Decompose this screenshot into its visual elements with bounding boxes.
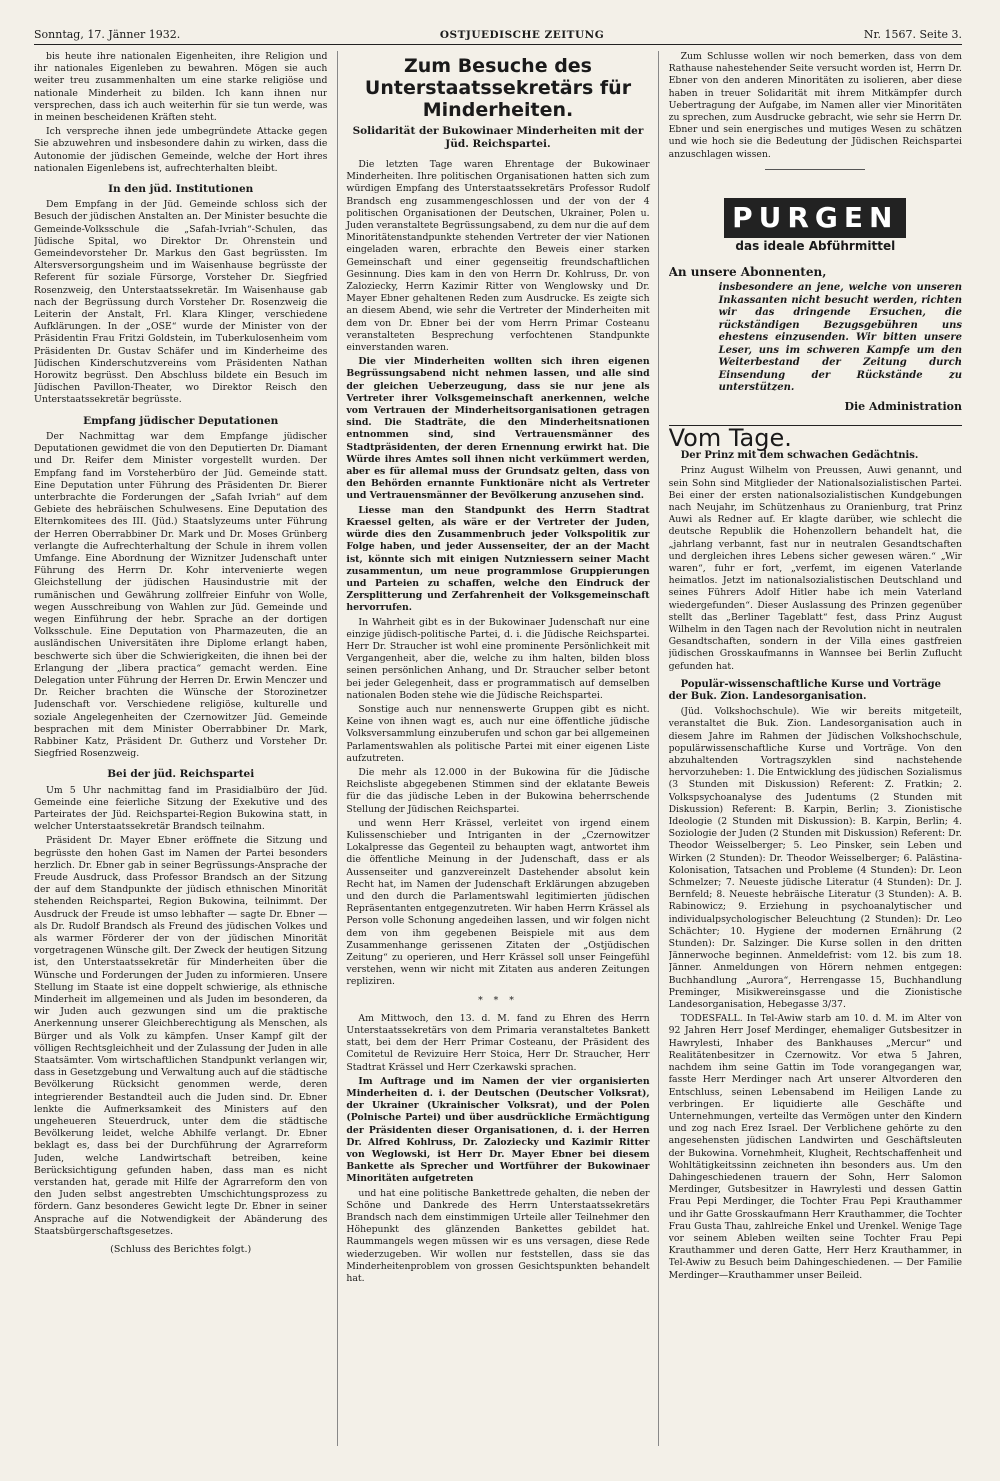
- col2-para-5: Sonstige auch nur nennenswerte Gruppen gibt es nicht. Keine von ihnen wagt es, auch nur eine öffentliche jüdische Volksversammlung einzuberufen und schon gar bei allgemeinen Parlamentswahlen als politische Partei mit einer eigenen Liste aufzutreten.: [346, 703, 650, 764]
- divider: [765, 169, 865, 170]
- col2-para-7: und wenn Herr Krässel, verleitet von irgend einem Kulissenschieber und Intriganten in der „Czernowitzer Lokalpresse das Gegenteil zu behaupten wagt, antwortet ihm die öffentliche Meinung in der Judenschaft, dass er als Aussenseiter und ganzvereinzelt Dastehender absolut kein Recht hat, im Namen der Judenschaft Erklärungen abzugeben und den durch die Parlamentswahl legitimierten jüdischen Repräsentanten entgegenzutreten. Wir haben Herrn Krässel als Person volle Schonung angedeihen lassen, und wir folgen nicht dem von ihm gegebenen Beispiele mit aus dem Zusammenhange gerissenen Zitaten der „Ostjüdischen Zeitung“ zu operieren, und Herr Krässel soll unser Feingefühl verstehen, wenn wir nicht mit Zitaten aus anderen Zeitungen repliziren.: [346, 817, 650, 988]
- subscriber-notice-body: insbesondere an jene, welche von unseren Inkassanten nicht besucht werden, richten wir das dringende Ersuchen, die rückständigen Bezugsgebühren uns ehestens einzusenden. Wir bitten unsere Leser, uns im schweren Kampfe um den Weiterbestand der Zeitung durch Einsendung der Rückstände zu unterstützen.: [718, 282, 962, 394]
- notice-signature: Die Administration: [844, 399, 962, 413]
- section-separator: * * *: [478, 994, 518, 1006]
- col1-intro-2: Ich verspreche ihnen jede umbegründete Attacke gegen Sie abzuwehren und insbesondere dahin zu wirken, dass die Autonomie der jüdischen Gemeinde, welche der Hort ihres nationalen Eigenlebens ist, aufrechterhalten bleibt.: [34, 126, 328, 174]
- heading-deputationen: Empfang jüdischer Deputationen: [83, 414, 279, 427]
- col2-para-3: Liesse man den Standpunkt des Herrn Stadtrat Kraessel gelten, als wäre er der Vertreter der Juden, würde dies den Zusammenbruch jeder Volkspolitik zur Folge haben, und jeder Aussenseiter, der an der Macht ist, könnte sich mit einigen Nutzniessern seiner Macht zusammentun, um neue programmlose Gruppierungen und Parteien zu schaffen, welche den Eindruck der Zersplitterung und Zerfahrenheit der Volksgemeinschaft hervorrufen.: [346, 504, 650, 614]
- col3-kurse: (Jüd. Volkshochschule). Wie wir bereits mitgeteilt, veranstaltet die Buk. Zion. Landesorganisation auch in diesem Jahre im Rahmen der Jüdischen Volkshochschule, populärwissenschaftliche Kurse und Vorträge. Von den abzuhaltenden Vortragszyklen sind nachstehende hervorzuheben: 1. Die Entwicklung des jüdischen Sozialismus (3 Stunden mit Diskussion) Referent: Z. Fratkin; 2. Volkspsychoanalyse des Judentums (2 Stunden mit Diskussion) Referent: B. Karpin, Berlin; 3. Zionistische Ideologie (2 Stunden mit Diskussion): B. Karpin, Berlin; 4. Soziologie der Juden (2 Stunden mit Diskussion) Referent: Dr. Theodor Weisselberger; 5. Leo Pinsker, sein Leben und Wirken (2 Stunden): Dr. Theodor Weisselberger; 6. Palästina-Kolonisation, Tatsachen und Probleme (4 Stunden): Dr. Leon Schmelzer; 7. Neueste jüdische Literatur (4 Stunden): Dr. J. Bernfeld; 8. Neueste hebräische Literatur (3 Stunden): A. B. Rabinowicz; 9. Erziehung in psychoanalytischer und individualpsychologischer Beleuchtung (2 Stunden): Dr. Leo Schächter; 10. Hygiene der modernen Ernährung (2 Stunden): Dr. Salzinger. Die Kurse sollen in den dritten Jännerwoche beginnen. Anmeldefrist: vom 12. bis zum 18. Jänner. Anmeldungen von Hörern nehmen entgegen: Buchhandlung „Aurora“, Herrengasse 15, Buchhandlung Preminger, Misikwereinsgasse und die Zionistische Landesorganisation, Hebegasse 3/37.: [668, 706, 962, 1011]
- col3-prinz: Prinz August Wilhelm von Preussen, Auwi genannt, und sein Sohn sind Mitglieder der Nationalsozialistischen Partei. Bei einer der ersten nationalsozialistischen Kundgebungen nach Neujahr, im Schützenhaus zu Oranienburg, trat Prinz Auwi als Redner auf. Er klagte darüber, wie schlecht die deutsche Republik die Hohenzollern behandelt hat, die „jahrlang verbannt, fast nur in neutralen Gesandtschaften und dergleichen ihres Lebens sicher gewesen wären.“ „Wir waren“, fuhr er fort, „verfemt, im eigenen Vaterlande heimatlos. Jetzt im nationalsozialistischen Deutschland und seines Führers Adolf Hitler habe ich mein Vaterland wiedergefunden“. Dieser Auslassung des Prinzen gegenüber stellt das „Berliner Tageblatt“ fest, dass Prinz August Wilhelm in den Tagen nach der Revolution nicht in neutralen Gesandtschaften, sondern in der Villa eines gastfreien jüdischen Grosskaufmanns in Wannsee bei Berlin Zuflucht gefunden hat.: [668, 465, 962, 672]
- header-date: Sonntag, 17. Jänner 1932.: [34, 28, 181, 41]
- heading-reichspartei: Bei der jüd. Reichspartei: [107, 768, 255, 781]
- heading-institutionen: In den jüd. Institutionen: [108, 183, 254, 196]
- continuation-note: (Schluss des Berichtes folgt.): [110, 1244, 252, 1256]
- col2-para-8: Am Mittwoch, den 13. d. M. fand zu Ehren des Herrn Unterstaatssekretärs von dem Primaria veranstaltetes Bankett statt, bei dem der Herr Primar Costeanu, der Präsident des Comitetul de Revizuire Herr Stoica, Herr Dr. Straucher, Herr Stadtrat Krässel und Herr Czerkawski sprachen.: [346, 1012, 650, 1073]
- col2-para-6: Die mehr als 12.000 in der Bukowina für die Jüdische Reichsliste abgegebenen Stimmen sind der eklatante Beweis für die das jüdische Leben in der Bukowina beherrschende Stellung der Jüdischen Reichspartei.: [346, 766, 650, 815]
- col1-reichspartei-1: Um 5 Uhr nachmittag fand im Prasidialbüro der Jüd. Gemeinde eine feierliche Sitzung der Exekutive und des Parteirates der Jüd. Reichspartei-Region Bukowina statt, in welcher Unterstaatssekretär Brandsch teilnahm.: [34, 784, 328, 833]
- col2-para-2: Die vier Minderheiten wollten sich ihren eigenen Begrüssungsabend nicht nehmen lassen, und alle sind der gleichen Ueberzeugung, dass sie nur jene als Vertreter ihrer Volksgemeinschaft anerkennen, welche vom Vertrauen der Minderheitsorganisationen getragen sind. Die Stadträte, die den Minderheitsnationen entnommen sind, sind Vertrauensmänner des Stadtpräsidenten, der deren Ernennung erwirkt hat. Die Würde ihres Amtes soll ihnen nicht verkümmert werden, aber es für allemal muss der Grundsatz gelten, dass von den Behörden ernannte Funktionäre nicht als Vertreter und Vertrauensmänner der Bevölkerung anzusehen sind.: [346, 356, 650, 502]
- header-masthead: OSTJUEDISCHE ZEITUNG: [439, 29, 605, 41]
- col3-todesfall: TODESFALL. In Tel-Awiw starb am 10. d. M. im Alter von 92 Jahren Herr Josef Merdinger, ehemaliger Gutsbesitzer in Hawrylesti, Inhaber des Bankhauses „Mercur“ und Realitätenbesitzer in Czernowitz. Vor etwa 5 Jahren, nachdem ihm seine Gattin im Tode vorangegangen war, fasste Herr Merdinger nach Art unserer Altvorderen den Entschluss, seinen Lebensabend im Heiligen Lande zu verbringen. Er liquidierte alle Geschäfte und Unternehmungen, verteilte das Vermögen unter den Kindern und zog nach Erez Israel. Der Verblichene gehörte zu den angesehensten jüdischen Landwirten und Geschäftsleuten der Bukowina. Vornehmheit, Klugheit, Rechtschaffenheit und Wohltätigkeitssinn zeichneten ihn besonders aus. Um den Dahingeschiedenen trauern der Sohn, Herr Salomon Merdinger, Gutsbesitzer in Hawrylesti und dessen Gattin Frau Pepi Merdinger, die Tochter Frau Pepi Krauthammer und ihr Gatte Grosskaufmann Herr Krauthammer, die Tochter Frau Gusta Thau, zahlreiche Enkel und Urenkel. Wenige Tage vor seinem Ableben weilten seine Tochter Frau Pepi Krauthammer und deren Gatte, Herr Herz Krauthammer, in Tel-Awiw zu Besuch beim Dahingeschiedenen. — Der Familie Merdinger—Krauthammer unser Beileid.: [668, 1013, 962, 1281]
- column-middle: [337, 51, 658, 1446]
- purgen-ad-logo: PURGEN: [724, 198, 906, 238]
- col1-institutionen: Dem Empfang in der Jüd. Gemeinde schloss sich der Besuch der jüdischen Anstalten an. Der Minister besuchte die Gemeinde-Volksschule die „Safah-Ivriah“-Schulen, das Jüdische Spital, wo Direktor Dr. Ohrenstein und Gemeindevorsteher Dr. Markus den Gast begrüssten. Im Altersversorgungsheim und im Waisenhause begrüsste der Referent für soziale Fürsorge, Vorsteher Dr. Siegfried Rosenzweig, den Unterstaatssekretär. Im Waisenhause gab nach der Begrüssung durch Vorsteher Dr. Rosenzweig die Leiterin der Anstalt, Frl. Klara Klinger, verschiedene Aufklärungen. In der „OSE“ wurde der Minister von der Präsidentin Frau Fritzi Goldstein, im Tuberkulosenheim vom Präsidenten Dr. Gustav Schäfer und im Kinderheime des Jüdischen Kinderschutzvereins vom Präsidenten Nathan Horowitz begrüsst. Den Abschluss bildete ein Besuch im Jüdischen Pavillon-Theater, wo Direktor Reisch den Unterstaatssekretär begrüsste.: [34, 199, 328, 406]
- purgen-ad-tagline: das ideale Abführmittel: [735, 238, 896, 253]
- col2-para-9: Im Auftrage und im Namen der vier organisierten Minderheiten d. i. der Deutschen (Deutscher Volksrat), der Ukrainer (Ukrainischer Volksrat), und der Polen (Polnische Partei) und über ausdrückliche Ermächtigung der Präsidenten dieser Organisationen, d. i. der Herren Dr. Alfred Kohlruss, Dr. Zaloziecky und Kazimir Ritter von Weglowski, ist Herr Dr. Mayer Ebner bei diesem Bankette als Sprecher und Wortführer der Bukowinaer Minoritäten aufgetreten: [346, 1075, 650, 1185]
- col1-intro-1: bis heute ihre nationalen Eigenheiten, ihre Religion und ihr nationales Eigenleben zu bewahren. Mögen sie auch weiter treu zusammenhalten um eine starke religiöse und nationale Minderheit zu bilden. Ich kann ihnen nur versprechen, dass ich auch weiterhin für sie tun werde, was in meinen bescheidenen Kräften steht.: [34, 51, 328, 124]
- article-title: Zum Besuche des Unterstaatssekretärs für Minderheiten.: [364, 55, 632, 121]
- header-issue: Nr. 1567. Seite 3.: [863, 28, 962, 41]
- column-right: [669, 51, 962, 1446]
- subscriber-notice-title: An unsere Abonnenten,: [668, 265, 827, 280]
- col1-reichspartei-2: Präsident Dr. Mayer Ebner eröffnete die Sitzung und begrüsste den hohen Gast im Namen der Partei besonders herzlich. Dr. Ebner gab in seiner Begrüssungs-Ansprache der Freude Ausdruck, dass Professor Brandsch an der Sitzung der auf dem Standpunkte der jüdisch ethnischen Minorität stehenden Reichspartei, Region Bukowina, teilnimmt. Der Ausdruck der Freude ist umso lebhafter — sagte Dr. Ebner — als Dr. Rudolf Brandsch als Freund des jüdischen Volkes und als warmer Förderer der von der jüdischen Minorität vorgetragenen Wünsche gilt. Der Zweck der heutigen Sitzung ist, den Unterstaatssekretär für Minderheiten über die Wünsche und Forderungen der Juden zu informieren. Unsere Stellung im Staate ist eine doppelt schwierige, als ethnische Minderheit im allgemeinen und als Juden im besonderen, da wir Juden auch gezwungen sind um die praktische Anerkennung unserer Gleichberechtigung als Menschen, als Bürger und als Volk zu kämpfen. Unser Kampf gilt der völligen Rechtsgleichheit und der Zulassung der Juden in alle Staatsämter. Vom wirtschaftlichen Standpunkt verlangen wir, dass in Gesetzgebung und Verwaltung auch auf die städtische Bevölkerung Rücksicht genommen werde, deren integrierender Bestandteil auch die Juden sind. Dr. Ebner lenkte die Aufmerksamkeit des Ministers auf den ungeheueren Steuerdruck, unter dem die städtische Bevölkerung leidet, welche Abhilfe verlangt. Dr. Ebner beklagt es, dass bei der Durchführung der Agrarreform Juden, welche Landwirtschaft betreiben, keine Berücksichtigung gefunden haben, dass man es nicht verstanden hat, gerade mit Hilfe der Agrarreform den von den Juden selbst angestrebten Umschichtungsprozess zu fördern. Ganz besonderes Gewicht legte Dr. Ebner in seiner Ansprache auf die Notwendigkeit der Abänderung des Staatsbürgerschaftsgesetzes.: [34, 835, 328, 1237]
- col3-top: Zum Schlusse wollen wir noch bemerken, dass von dem Rathause nahestehender Seite versucht worden ist, Herrn Dr. Ebner von den anderen Minoritäten zu isolieren, aber diese haben in treuer Solidarität mit ihrem Mitkämpfer durch Uebertragung der Aufgabe, im Namen aller vier Minoritäten zu sprechen, zum Ausdrucke gebracht, wie sehr sie Herrn Dr. Ebner und sein energisches und mutiges Wesen zu schätzen und wie hoch sie die Bedeutung der Jüdischen Reichspartei anzuschlagen wissen.: [668, 51, 962, 160]
- vom-tage-heading: Vom Tage.: [669, 425, 962, 444]
- heading-kurse: Populär-wissenschaftliche Kurse und Vorträge der Buk. Zion. Landesorganisation.: [668, 678, 941, 702]
- col2-para-4: In Wahrheit gibt es in der Bukowinaer Judenschaft nur eine einzige jüdisch-politische Partei, d. i. die Jüdische Reichspartei. Herr Dr. Straucher ist wohl eine prominente Persönlichkeit mit Vergangenheit, aber die, welche zu ihm halten, bilden bloss seinen persönlichen Anhang, und Dr. Straucher selber betont bei jeder Gelegenheit, dass er programmatisch auf demselben nationalen Boden stehe wie die Jüdische Reichspartei.: [346, 616, 650, 701]
- col1-deputationen: Der Nachmittag war dem Empfange jüdischer Deputationen gewidmet die von den Deputierten Dr. Diamant und Dr. Reifer dem Minister vorgestellt wurden. Der Empfang fand im Vorsteherbüro der Jüd. Gemeinde statt. Eine Deputation unter Führung des Präsidenten Dr. Bierer unterbrachte die Forderungen der „Safah Ivriah“ auf dem Gebiete des hebräischen Schulwesens. Eine Deputation des Elternkomitees des III. (Jüd.) Staatslyzeums unter Führung der Herren Oberrabbiner Dr. Mark und Dr. Moses Grünberg verlangte die Aufrechterhaltung der Schule in ihrem vollen Umfange. Eine Abordnung der Wiznitzer Judenschaft unter Führung des Herrn Dr. Kohr intervenierte wegen Gleichstellung der jüdischen Hausindustrie mit der rumänischen und Gewährung zollfreier Einfuhr von Wolle, wegen Ausschreibung von Wahlen zur Jüd. Gemeinde und wegen Einführung der hebr. Sprache an der dortigen Volksschule. Eine Deputation von Pharmazeuten, die an ausländischen Universitäten ihre Diplome erlangt haben, beschwerte sich über die Schwierigkeiten, die ihnen bei der Erlangung der „libera practica“ gemacht werden. Eine Delegation unter Führung der Herren Dr. Erwin Menczer und Dr. Reicher brachten die Wünsche der Storozinetzer Judenschaft vor. Verschiedene religiöse, kulturelle und soziale Angelegenheiten der Czernowitzer Jüd. Gemeinde besprachen mit dem Minister Oberrabbiner Dr. Mark, Rabbiner Katz, Präsident Dr. Gutherz und Vorsteher Dr. Siegfried Rosenzweig.: [34, 430, 328, 760]
- col2-para-10: und hat eine politische Bankettrede gehalten, die neben der Schöne und Dankrede des Herrn Unterstaatssekretärs Brandsch nach dem einstimmigen Urteile aller Teilnehmer den Höhepunkt des glänzenden Bankettes gebildet hat. Raummangels wegen müssen wir es uns versagen, diese Rede wiederzugeben. Wir wollen nur feststellen, dass sie das Minderheitenproblem von grossen Gesichtspunkten behandelt hat.: [346, 1187, 650, 1285]
- page-header: [34, 28, 962, 45]
- col2-para-1: Die letzten Tage waren Ehrentage der Bukowinaer Minderheiten. Ihre politischen Organisationen hatten sich zum würdigen Empfang des Unterstaatssekretärs Professor Rudolf Brandsch eng zusammengeschlossen und der von der 4 politischen Organisationen der Deutschen, Ukrainer, Polen u. Juden veranstaltete Begrüssungsabend, zu dem nur die auf dem Minoritätenstandpunkte stehenden Vertreter der vier Nationen eingeladen waren, erbrachte den Beweis einer starken Gemeinschaft und einer gegenseitig freundschaftlichen Gesinnung. Dies kam in den von Herrn Dr. Kohlruss, Dr. von Zaloziecky, Herrn Kazimir Ritter von Wenglowsky und Dr. Mayer Ebner gehaltenen Reden zum Ausdrucke. Es zeigte sich an diesem Abend, wie sehr die Vertreter der Minderheiten mit dem von Dr. Ebner bei der vom Herrn Primar Costeanu veranstalteten Besprechung verfochtenen Standpunkte einverstanden waren.: [346, 159, 650, 354]
- column-left: [34, 51, 327, 1446]
- heading-prinz: Der Prinz mit dem schwachen Gedächtnis.: [680, 450, 919, 462]
- article-subtitle: Solidarität der Bukowinaer Minderheiten mit der Jüd. Reichspartei.: [352, 125, 644, 150]
- columns: [34, 51, 962, 1446]
